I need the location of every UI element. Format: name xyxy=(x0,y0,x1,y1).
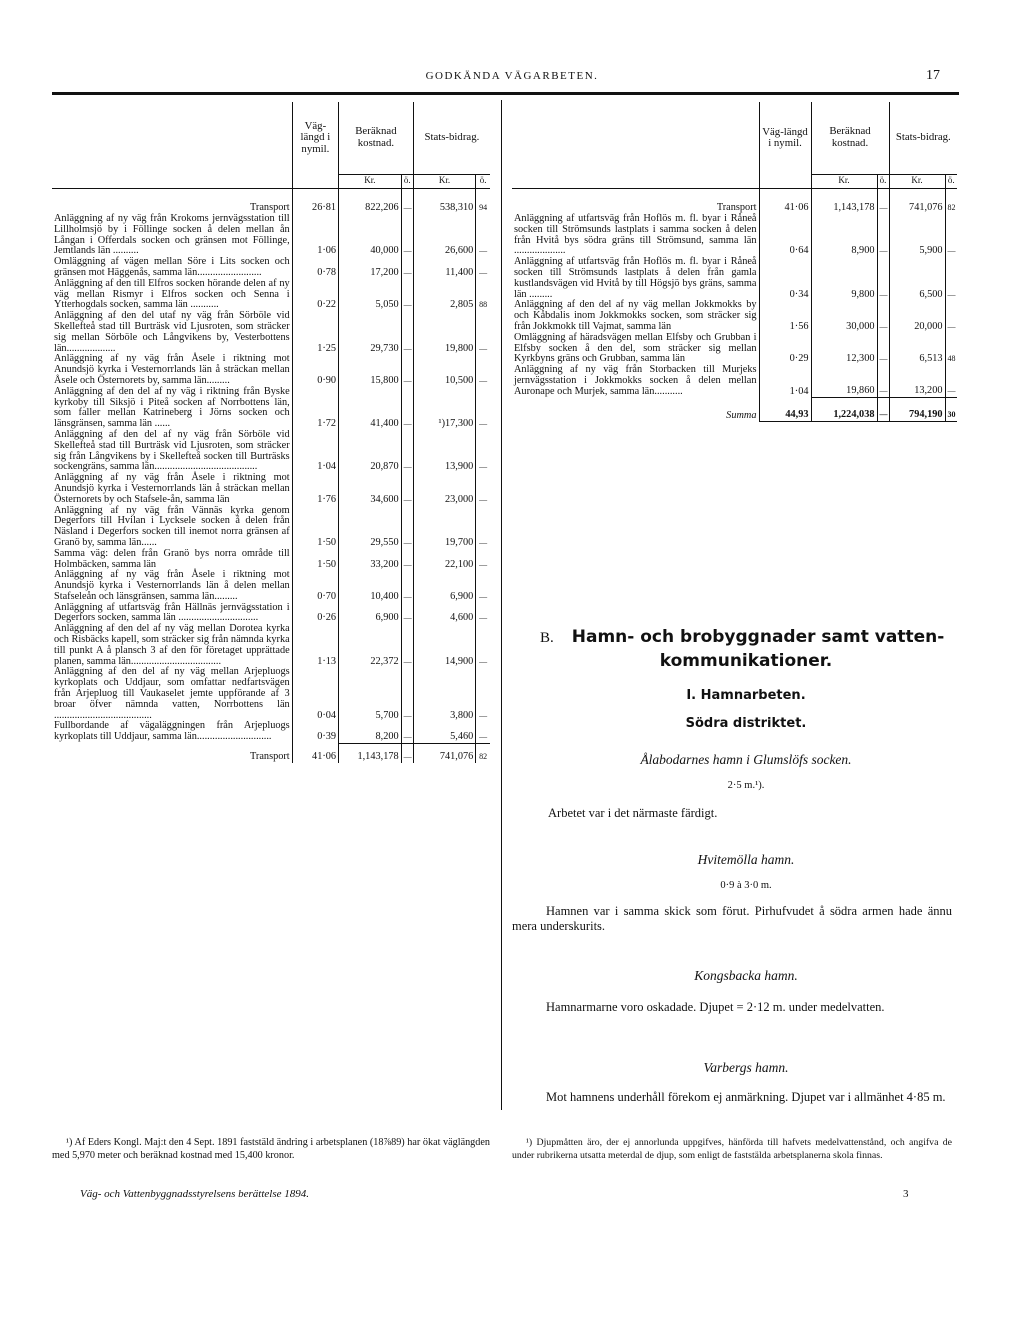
length-cell: 41·06 xyxy=(292,743,338,763)
description-cell: Anläggning af ny väg från Storbacken till Murjeks jernvägsstation i Jokkmokks socken å delen mellan Auronape och Murjek, samma län........... xyxy=(512,365,759,397)
length-cell: 1·06 xyxy=(292,214,338,257)
column-divider xyxy=(501,100,502,1110)
grant-ore-cell: — xyxy=(479,710,488,720)
table-row xyxy=(52,387,490,430)
description-cell: Samma väg: delen från Granö bys norra område till Holmbäcken, samma län xyxy=(52,549,292,571)
table-row xyxy=(52,279,490,311)
cost-ore-cell: — xyxy=(401,387,413,430)
cost-ore-cell: — xyxy=(401,279,413,311)
length-cell: 0·78 xyxy=(292,257,338,279)
footnote-right: ¹) Djupmåtten äro, der ej annorlunda uppgifves, hänförda till hafvets medelvattenstånd, och angifva de under rubrikerna utsatta meterdal de djup, som enligt de faststälda arbetsplanerna skola finnas. xyxy=(512,1137,952,1161)
grant-ore-cell: 88 xyxy=(479,300,488,310)
cost-ore-cell: — xyxy=(401,188,413,214)
grant-kr-cell: 5,460 xyxy=(413,721,476,743)
section-title-line1: Hamn- och brobyggnader samt vatten- xyxy=(571,627,945,647)
description-cell: Anläggning af den del af ny väg mellan Jokkmokks by och Kåbdalis inom Jokkmokks socken, som sträcker sig från Jokkmokk till Vajmat, samma län xyxy=(512,300,759,332)
harbour-text: Hamnen var i samma skick som förut. Pirhufvudet å södra armen hade ännu mera underskurits. xyxy=(512,904,952,933)
grant-kr-cell: 26,600 xyxy=(413,214,476,257)
cost-ore-cell: — xyxy=(401,311,413,354)
harbour-title: Hvitemölla hamn. xyxy=(697,852,795,867)
length-cell: 44,93 xyxy=(759,398,811,422)
table-row xyxy=(52,214,490,257)
grant-ore-cell: 82 xyxy=(947,203,956,213)
length-cell: 1·50 xyxy=(292,549,338,571)
grant-kr-cell: 10,500 xyxy=(413,354,476,386)
cost-ore-cell: — xyxy=(401,506,413,549)
cost-kr-cell: 1,143,178 xyxy=(811,188,877,214)
cost-kr-cell: 1,224,038 xyxy=(811,398,877,422)
cost-ore-cell: — xyxy=(877,398,889,422)
grant-ore-cell: — xyxy=(479,656,488,666)
table-row xyxy=(512,257,957,300)
cost-kr-cell: 15,800 xyxy=(339,354,402,386)
summa-label: Summa xyxy=(512,398,759,422)
description-cell: Anläggning af ny väg från Vännäs kyrka genom Degerfors till Hvilan i Lycksele socken å delen från Näsland i Degerfors socken till inemot norra gränsen af Granö by, samma län...... xyxy=(52,506,292,549)
length-cell: 1·50 xyxy=(292,506,338,549)
cost-kr-cell: 9,800 xyxy=(811,257,877,300)
harbour-text: Mot hamnens underhåll förekom ej anmärkning. Djupet var i allmänhet 4·85 m. xyxy=(546,1090,946,1104)
col-grant-header: Stats-bidrag. xyxy=(895,131,951,143)
length-cell: 0·70 xyxy=(292,570,338,602)
length-cell: 1·25 xyxy=(292,311,338,354)
table-row xyxy=(52,311,490,354)
cost-ore-cell: — xyxy=(401,354,413,386)
cost-kr-cell: 34,600 xyxy=(339,473,402,505)
cost-ore-cell: — xyxy=(877,365,889,397)
cost-kr-cell: 29,550 xyxy=(339,506,402,549)
description-cell: Anläggning af ny väg från Åsele i riktning mot Anundsjö kyrka i Vesternorrlands län å delen mellan Stafseleån och länsgränsen, samma län......... xyxy=(52,570,292,602)
grant-ore-cell: — xyxy=(479,375,488,385)
grant-kr-cell: 3,800 xyxy=(413,667,476,721)
grant-ore-cell: — xyxy=(479,537,488,547)
table-row xyxy=(52,667,490,721)
grant-ore-cell: — xyxy=(947,321,956,331)
cost-ore-cell: — xyxy=(401,743,413,763)
harbour-depth: 0·9 à 3·0 m. xyxy=(720,880,772,891)
grant-kr-cell: 5,900 xyxy=(889,214,945,257)
length-cell: 0·04 xyxy=(292,667,338,721)
description-cell: Anläggning af ny väg från Åsele i riktning mot Anundsjö kyrka i Vesternorrlands län å sträckan mellan Åsele och Östernorets by, samma län......... xyxy=(52,354,292,386)
cost-ore-cell: — xyxy=(401,603,413,625)
cost-kr-cell: 1,143,178 xyxy=(339,743,402,763)
col-cost-header: Beräknad kostnad. xyxy=(339,102,414,174)
length-cell: 1·56 xyxy=(759,300,811,332)
ore-label: ö. xyxy=(877,174,889,188)
grant-ore-cell: — xyxy=(479,559,488,569)
cost-kr-cell: 10,400 xyxy=(339,570,402,602)
ore-label: ö. xyxy=(401,174,413,188)
transport-row xyxy=(52,743,490,763)
cost-ore-cell: — xyxy=(401,570,413,602)
transport-label: Transport xyxy=(512,188,759,214)
grant-ore-cell: — xyxy=(479,343,488,353)
harbour-title: Varbergs hamn. xyxy=(703,1060,789,1075)
cost-kr-cell: 5,700 xyxy=(339,667,402,721)
cost-kr-cell: 22,372 xyxy=(339,624,402,667)
cost-ore-cell: — xyxy=(401,430,413,473)
grant-kr-cell: 6,500 xyxy=(889,257,945,300)
length-cell: 0·64 xyxy=(759,214,811,257)
col-length-header: Väg-längd i nymil. xyxy=(759,102,811,174)
page-number: 17 xyxy=(926,68,940,83)
cost-kr-cell: 41,400 xyxy=(339,387,402,430)
table-row xyxy=(52,473,490,505)
cost-ore-cell: — xyxy=(401,214,413,257)
kr-label: Kr. xyxy=(339,174,402,188)
table-row xyxy=(512,333,957,365)
table-row xyxy=(52,603,490,625)
grant-kr-cell: 23,000 xyxy=(413,473,476,505)
cost-kr-cell: 40,000 xyxy=(339,214,402,257)
grant-kr-cell: 14,900 xyxy=(413,624,476,667)
grant-kr-cell: 22,100 xyxy=(413,549,476,571)
ore-label: ö. xyxy=(476,174,490,188)
grant-ore-cell: 94 xyxy=(479,203,488,213)
cost-kr-cell: 6,900 xyxy=(339,603,402,625)
description-cell: Anläggning af ny väg från Åsele i riktning mot Anundsjö kyrka i Vesternorrlands län å sträckan mellan Östernorets by och Stafsele-ån, samma län xyxy=(52,473,292,505)
grant-kr-cell: 2,805 xyxy=(413,279,476,311)
length-cell: 0·34 xyxy=(759,257,811,300)
table-row xyxy=(512,300,957,332)
table-row xyxy=(52,549,490,571)
grant-ore-cell: — xyxy=(479,419,488,429)
description-cell: Anläggning af den del af ny väg mellan Arjepluogs kyrkoplats och Uddjaur, som omfattar nedfartsvägen från Arjepluog till Vaukaselet jemte uppförande af 3 broar öfver nämnda vatten, Norrbottens län ...................................... xyxy=(52,667,292,721)
cost-kr-cell: 12,300 xyxy=(811,333,877,365)
grant-kr-cell: 794,190 xyxy=(889,398,945,422)
cost-ore-cell: — xyxy=(401,549,413,571)
length-cell: 0·22 xyxy=(292,279,338,311)
table-row xyxy=(52,430,490,473)
harbour-title: Ålabodarnes hamn i Glumslöfs socken. xyxy=(640,752,852,767)
transport-row xyxy=(52,188,490,214)
summa-row xyxy=(512,398,957,422)
length-cell: 1·04 xyxy=(759,365,811,397)
description-cell: Anläggning af utfartsväg från Hoflös m. fl. byar i Råneå socken till Strömsunds lastplats i samma socken å delen från Hvitå bys södra gräns till Strömsund, samma län .................... xyxy=(512,214,759,257)
running-title: GODKÄNDA VÄGARBETEN. xyxy=(425,70,599,82)
description-cell: Anläggning af den till Elfros socken hörande delen af ny väg mellan Rismyr i Elfros socken och Senna i Ytterhogdals socken, samma län ........... xyxy=(52,279,292,311)
col-length-header: Väg-längd i nymil. xyxy=(292,102,338,174)
kr-label: Kr. xyxy=(811,174,877,188)
grant-kr-cell: 538,310 xyxy=(413,188,476,214)
cost-kr-cell: 33,200 xyxy=(339,549,402,571)
grant-kr-cell: 19,800 xyxy=(413,311,476,354)
cost-ore-cell: — xyxy=(401,624,413,667)
cost-ore-cell: — xyxy=(877,188,889,214)
grant-kr-cell: 20,000 xyxy=(889,300,945,332)
cost-kr-cell: 29,730 xyxy=(339,311,402,354)
page-header xyxy=(0,70,1024,88)
grant-ore-cell: — xyxy=(479,591,488,601)
description-cell: Anläggning af den del utaf ny väg från Sörböle vid Skellefteå stad till Burträsk vid Ljusroten, som sträcker sig mellan Sörböle och Långvikens by, Vesterbottens län................... xyxy=(52,311,292,354)
description-cell: Anläggning af ny väg från Krokoms jernvägsstation till Lillholmsjö by i Föllinge socken å delen mellan ån Långan i Offerdals socken och gränsen mot Föllinge, Jemtlands län .......... xyxy=(52,214,292,257)
grant-ore-cell: — xyxy=(479,731,488,741)
table-row xyxy=(52,257,490,279)
col-cost-header: Beräknad kostnad. xyxy=(811,102,889,174)
length-cell: 0·39 xyxy=(292,721,338,743)
cost-ore-cell: — xyxy=(401,257,413,279)
cost-ore-cell: — xyxy=(877,300,889,332)
grant-ore-cell: — xyxy=(479,246,488,256)
description-cell: Anläggning af utfartsväg från Hällnäs jernvägsstation i Degerfors socken, samma län ............................... xyxy=(52,603,292,625)
table-row xyxy=(52,570,490,602)
grant-ore-cell: 48 xyxy=(947,354,956,364)
cost-kr-cell: 822,206 xyxy=(339,188,402,214)
table-row xyxy=(52,354,490,386)
grant-ore-cell: 82 xyxy=(476,743,490,763)
transport-label: Transport xyxy=(52,188,292,214)
transport-row xyxy=(512,188,957,214)
length-cell: 1·13 xyxy=(292,624,338,667)
subheading-hamnarbeten: I. Hamnarbeten. xyxy=(686,688,806,703)
cost-ore-cell: — xyxy=(877,257,889,300)
kr-label: Kr. xyxy=(889,174,945,188)
cost-ore-cell: — xyxy=(877,214,889,257)
grant-ore-cell: — xyxy=(479,494,488,504)
grant-ore-cell: — xyxy=(947,386,956,396)
cost-kr-cell: 20,870 xyxy=(339,430,402,473)
grant-ore-cell: 30 xyxy=(945,398,957,422)
description-cell: Omläggning af häradsvägen mellan Elfsby och Grubban i Elfsby socken å den del, som sträcker sig mellan Kyrkbyns gräns och Grubban, samma län xyxy=(512,333,759,365)
description-cell: Anläggning af den del af ny väg från Sörböle vid Skellefteå stad till Burträsk vid Ljusroten, som sträcker sig från Långvikens by i Skellefteå socken till Burträsks sockengräns, samma län........................................ xyxy=(52,430,292,473)
grant-kr-cell: 11,400 xyxy=(413,257,476,279)
cost-kr-cell: 8,900 xyxy=(811,214,877,257)
table-row xyxy=(52,624,490,667)
grant-ore-cell: — xyxy=(479,267,488,277)
grant-ore-cell: — xyxy=(479,613,488,623)
length-cell: 0·29 xyxy=(759,333,811,365)
signature-mark: 3 xyxy=(903,1188,909,1200)
publication-line: Väg- och Vattenbyggnadsstyrelsens berättelse 1894. xyxy=(80,1188,310,1200)
header-rule xyxy=(52,92,959,95)
harbour-text: Hamnarmarne voro oskadade. Djupet = 2·12 m. under medelvatten. xyxy=(546,1000,885,1014)
grant-kr-cell: 6,900 xyxy=(413,570,476,602)
cost-kr-cell: 19,860 xyxy=(811,365,877,397)
grant-kr-cell: 19,700 xyxy=(413,506,476,549)
right-road-table xyxy=(512,102,957,422)
grant-ore-cell: — xyxy=(947,289,956,299)
grant-ore-cell: — xyxy=(479,462,488,472)
description-cell: Anläggning af den del af ny väg mellan Dorotea kyrka och Risbäcks kapell, som sträcker sig från nämnda kyrka till punkt A å plansch 3 af den för företaget upprättade planen, samma län................................... xyxy=(52,624,292,667)
cost-ore-cell: — xyxy=(401,667,413,721)
description-cell: Omläggning af vägen mellan Söre i Lits socken och gränsen mot Häggenås, samma län......................... xyxy=(52,257,292,279)
harbour-title: Kongsbacka hamn. xyxy=(694,968,798,983)
transport-label: Transport xyxy=(52,743,292,763)
cost-ore-cell: — xyxy=(401,721,413,743)
footnote-left: ¹) Af Eders Kongl. Maj:t den 4 Sept. 1891 faststäld ändring i arbetsplanen (18⅞89) har ökat väglängden med 5,970 meter och beräknad kostnad med 15,400 kronor. xyxy=(52,1137,490,1161)
table-row xyxy=(52,506,490,549)
length-cell: 1·72 xyxy=(292,387,338,430)
cost-kr-cell: 17,200 xyxy=(339,257,402,279)
table-row xyxy=(52,721,490,743)
section-letter: B. xyxy=(540,630,554,646)
description-cell: Anläggning af den del af ny väg i riktning från Byske kyrkoby till Siksjö i Piteå socken af Norrbottens län, som faller mellan Katrineberg i Jörns socken och länsgränsen, samma län ...... xyxy=(52,387,292,430)
cost-kr-cell: 30,000 xyxy=(811,300,877,332)
description-cell: Anläggning af utfartsväg från Hoflös m. fl. byar i Råneå socken till Strömsunds lastplats å delen från gamla kustlandsvägen vid Hvitå by till Högsjö bys gräns, samma län ......... xyxy=(512,257,759,300)
harbour-text: Arbetet var i det närmaste färdigt. xyxy=(548,806,718,820)
length-cell: 0·90 xyxy=(292,354,338,386)
subheading-sodra-distriktet: Södra distriktet. xyxy=(685,716,807,731)
left-road-table xyxy=(52,102,490,763)
col-grant-header: Stats-bidrag. xyxy=(424,131,480,143)
section-b-heading xyxy=(540,627,952,671)
grant-kr-cell: 13,200 xyxy=(889,365,945,397)
cost-kr-cell: 8,200 xyxy=(339,721,402,743)
cost-kr-cell: 5,050 xyxy=(339,279,402,311)
length-cell: 41·06 xyxy=(759,188,811,214)
harbour-depth: 2·5 m.¹). xyxy=(727,780,765,791)
length-cell: 1·04 xyxy=(292,430,338,473)
grant-kr-cell: 6,513 xyxy=(889,333,945,365)
length-cell: 1·76 xyxy=(292,473,338,505)
grant-kr-cell: ¹)17,300 xyxy=(413,387,476,430)
section-title-line2: kommunikationer. xyxy=(659,651,833,671)
ore-label: ö. xyxy=(945,174,957,188)
length-cell: 26·81 xyxy=(292,188,338,214)
kr-label: Kr. xyxy=(413,174,476,188)
table-row xyxy=(512,214,957,257)
grant-ore-cell: — xyxy=(947,246,956,256)
length-cell: 0·26 xyxy=(292,603,338,625)
grant-kr-cell: 4,600 xyxy=(413,603,476,625)
table-row xyxy=(512,365,957,397)
grant-kr-cell: 741,076 xyxy=(413,743,476,763)
cost-ore-cell: — xyxy=(877,333,889,365)
description-cell: Fullbordande af vägaläggningen från Arjepluogs kyrkoplats till Uddjaur, samma län............................. xyxy=(52,721,292,743)
cost-ore-cell: — xyxy=(401,473,413,505)
grant-kr-cell: 13,900 xyxy=(413,430,476,473)
grant-kr-cell: 741,076 xyxy=(889,188,945,214)
